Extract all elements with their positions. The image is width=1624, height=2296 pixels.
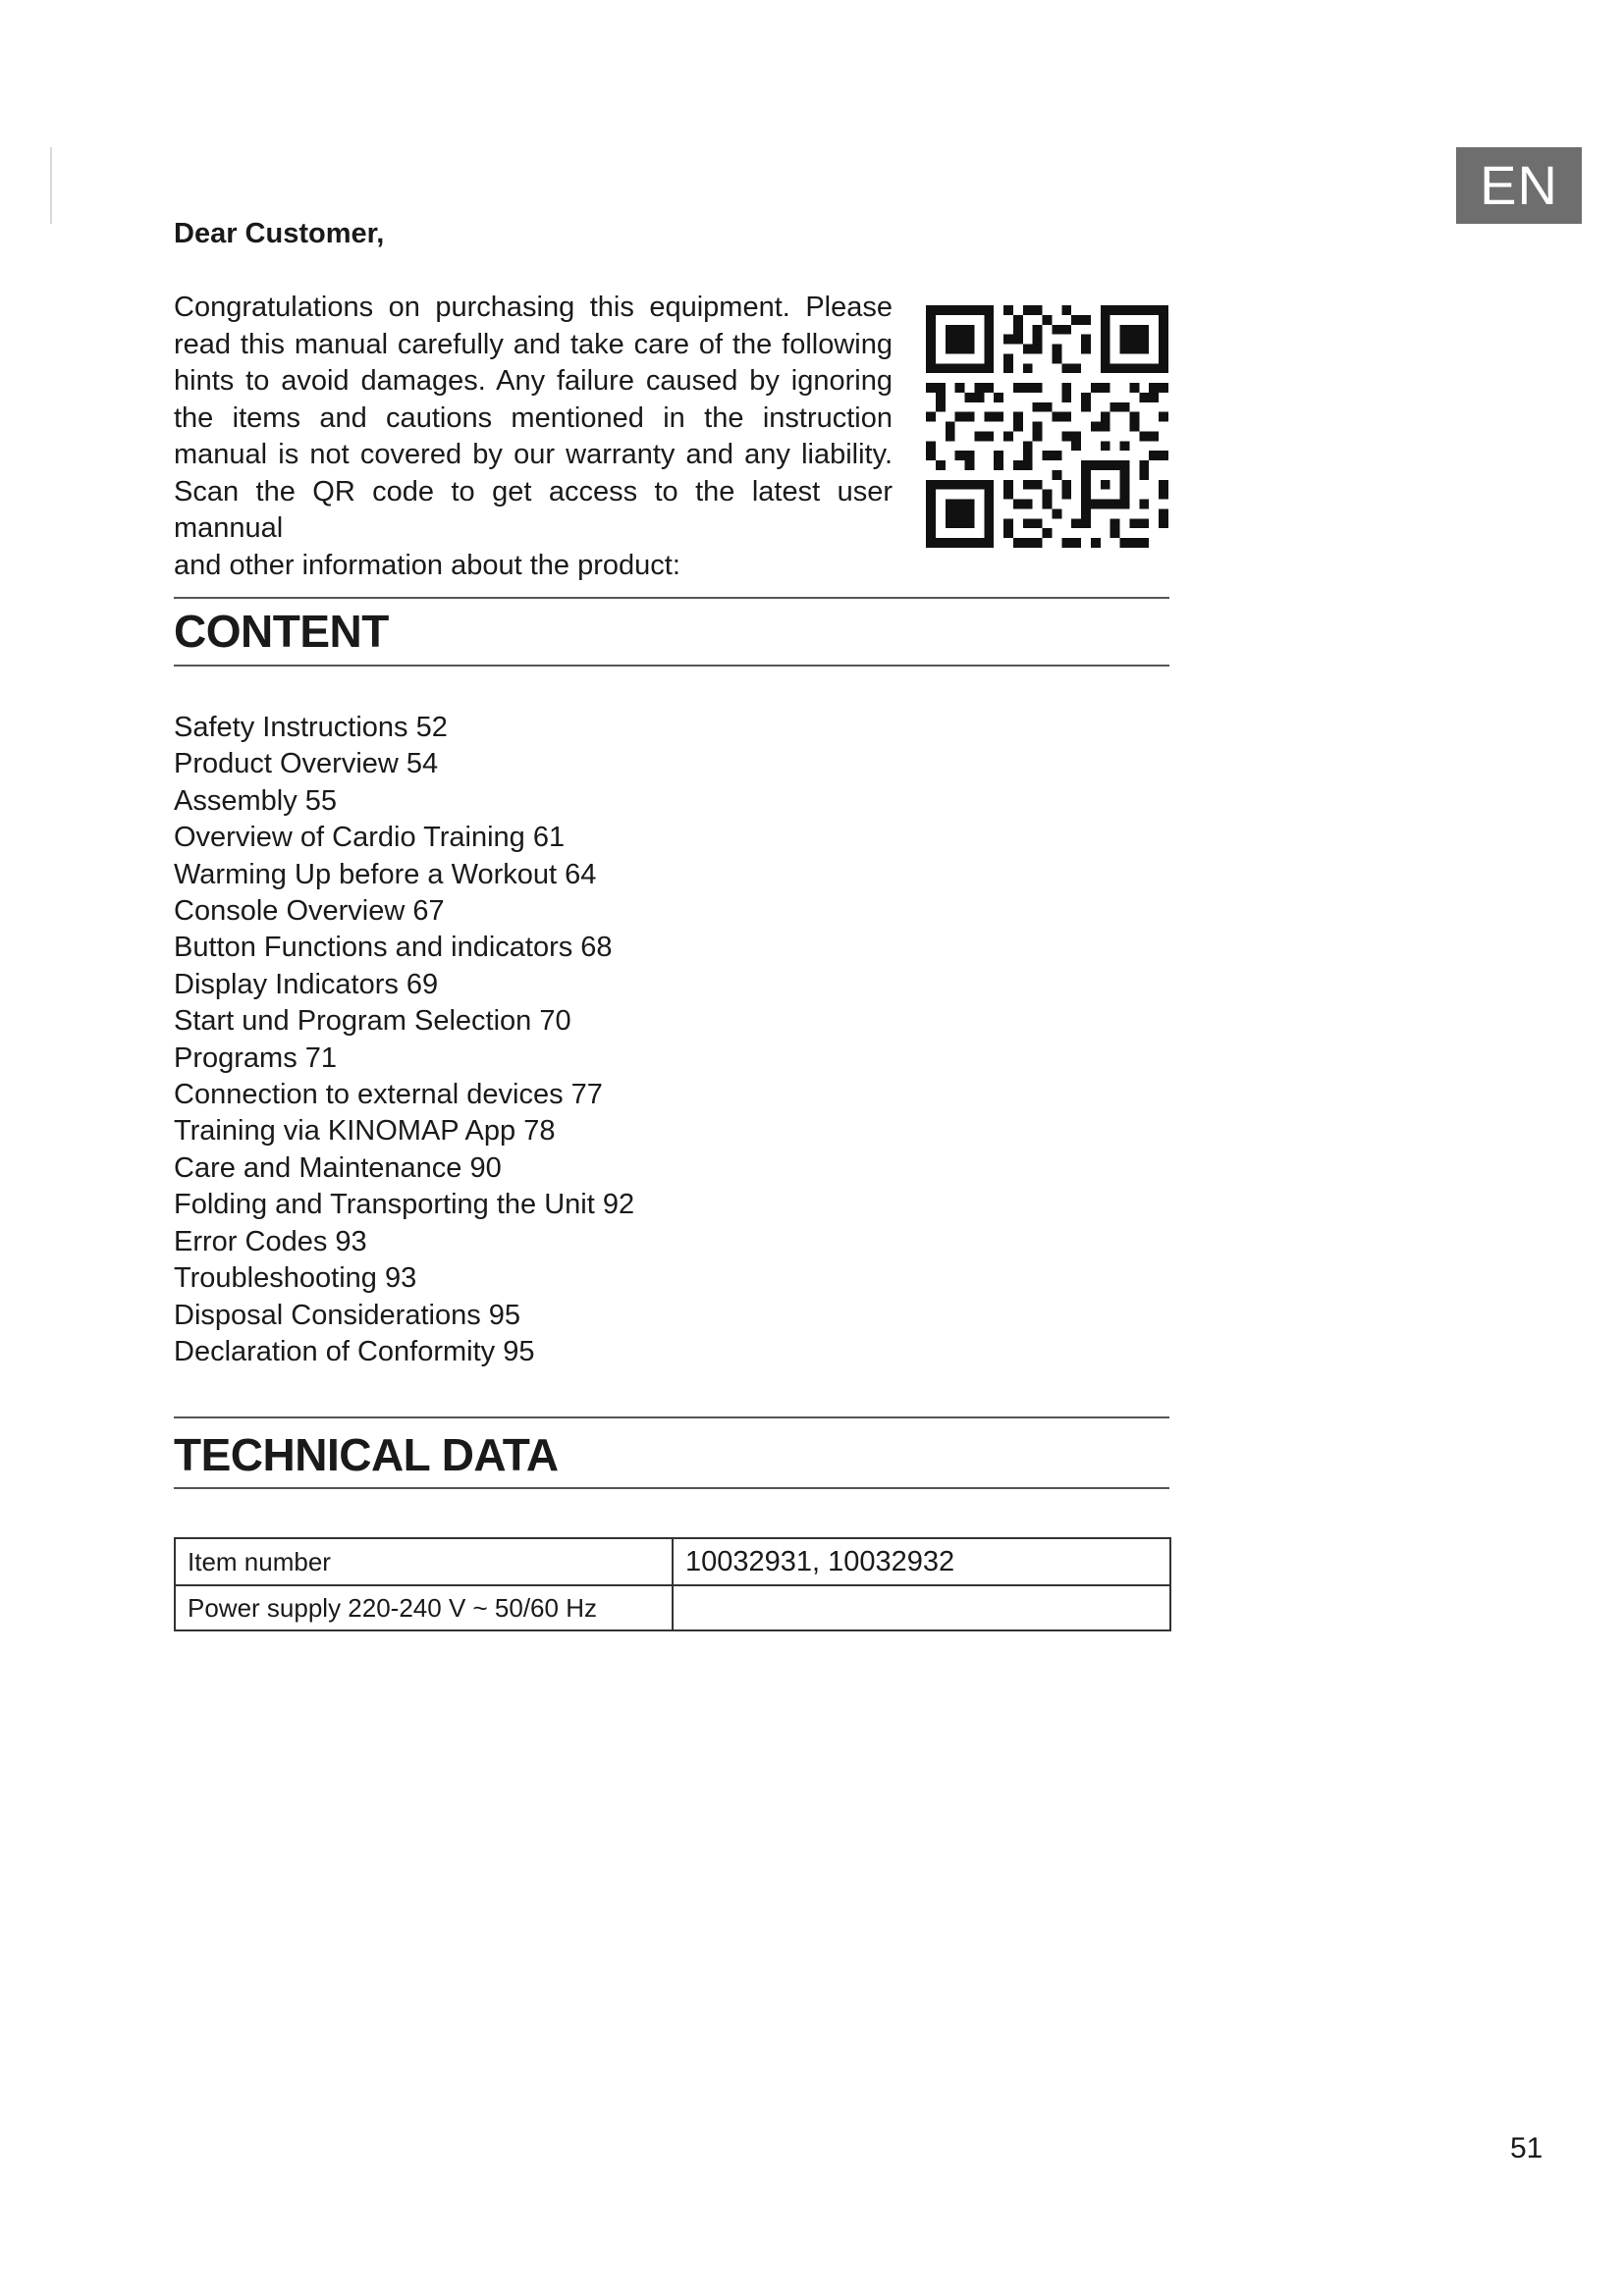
intro-body: Congratulations on purchasing this equipment. Please read this manual carefully and take care of the following hints to avoid damages. Any failure caused by ignoring the items and cautions mentioned in the instruction manual is not covered by our warranty and any liability. Scan the QR code to get access to the latest user mannual [174,292,893,544]
toc-item: Care and Maintenance 90 [174,1151,502,1184]
page-number: 51 [1510,2132,1543,2164]
intro-paragraph [174,290,893,584]
toc-item: Troubleshooting 93 [174,1262,417,1295]
content-rule-top [174,597,1169,599]
technical-data-rule-bottom [174,1487,1169,1489]
power-supply-value [673,1585,1170,1630]
toc-item: Assembly 55 [174,784,338,817]
item-number-value: 10032931, 10032932 [673,1538,1170,1585]
toc-item: Overview of Cardio Training 61 [174,822,566,854]
toc-item: Folding and Transporting the Unit 92 [174,1189,635,1221]
toc-item: Declaration of Conformity 95 [174,1335,535,1367]
language-badge: EN [1456,147,1582,224]
greeting: Dear Customer, [174,218,385,249]
toc-item: Programs 71 [174,1041,338,1074]
intro-last-line: and other information about the product: [174,549,680,581]
toc-item: Start und Program Selection 70 [174,1005,571,1038]
power-supply-label: Power supply 220-240 V ~ 50/60 Hz [175,1585,673,1630]
margin-line [50,147,52,224]
toc-item: Safety Instructions 52 [174,712,448,743]
table-row [175,1538,1170,1585]
qr-code-icon [926,305,1168,548]
toc-item: Error Codes 93 [174,1225,367,1257]
toc-item: Console Overview 67 [174,895,445,928]
item-number-label: Item number [175,1538,673,1585]
table-row [175,1585,1170,1630]
toc-item: Product Overview 54 [174,748,439,780]
content-title: CONTENT [174,606,389,657]
toc-item: Connection to external devices 77 [174,1079,603,1111]
toc-item: Disposal Considerations 95 [174,1299,521,1331]
toc-item: Warming Up before a Workout 64 [174,858,597,890]
toc-item: Display Indicators 69 [174,968,439,1000]
technical-data-title: TECHNICAL DATA [174,1429,559,1480]
technical-data-table [174,1537,1171,1631]
toc-item: Button Functions and indicators 68 [174,932,613,964]
technical-data-rule-top [174,1416,1169,1418]
content-rule-bottom [174,665,1169,667]
table-of-contents [174,710,634,1370]
toc-item: Training via KINOMAP App 78 [174,1115,556,1148]
